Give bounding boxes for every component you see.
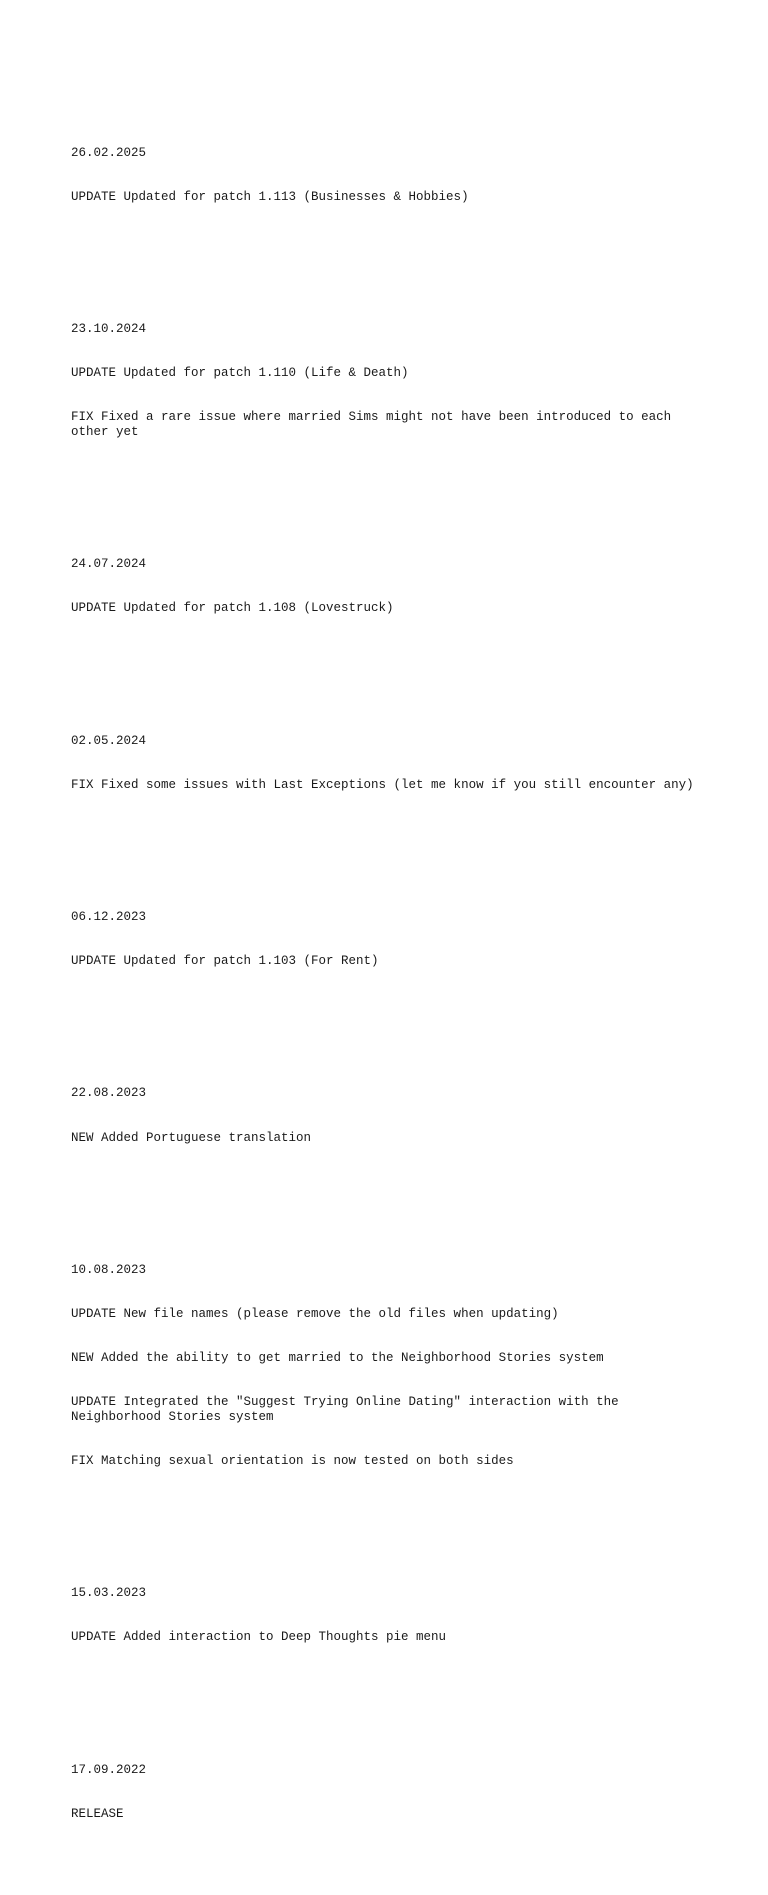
entry-date: 23.10.2024 xyxy=(71,321,147,336)
entry-line: NEW Added the ability to get married to the Neighborhood Stories system xyxy=(71,1351,604,1366)
entry-date: 15.03.2023 xyxy=(71,1586,147,1601)
changelog-entry xyxy=(71,1057,711,1175)
entry-date: 02.05.2024 xyxy=(71,733,147,748)
entry-line: FIX Fixed a rare issue where married Sims might not have been introduced to each other yet xyxy=(71,410,679,439)
changelog-entry xyxy=(71,1557,711,1675)
changelog-entry xyxy=(71,293,711,469)
entry-line: RELEASE xyxy=(71,1806,124,1821)
entry-date: 10.08.2023 xyxy=(71,1262,147,1277)
entry-date: 06.12.2023 xyxy=(71,910,147,925)
entry-date: 26.02.2025 xyxy=(71,145,147,160)
entry-line: UPDATE Updated for patch 1.103 (For Rent) xyxy=(71,954,379,969)
entry-line: UPDATE Updated for patch 1.108 (Lovestruck) xyxy=(71,601,394,616)
changelog-entry xyxy=(71,116,711,234)
entry-line: UPDATE Updated for patch 1.110 (Life & Death) xyxy=(71,366,409,381)
entry-date: 17.09.2022 xyxy=(71,1762,147,1777)
changelog-entry xyxy=(71,1733,711,1851)
entry-line: FIX Fixed some issues with Last Exceptions (let me know if you still encounter any) xyxy=(71,777,694,792)
entry-line: FIX Matching sexual orientation is now tested on both sides xyxy=(71,1454,514,1468)
changelog-document xyxy=(71,72,711,1895)
entry-line: UPDATE Updated for patch 1.113 (Businesses & Hobbies) xyxy=(71,189,469,204)
entry-date: 22.08.2023 xyxy=(71,1086,147,1101)
entry-line: UPDATE Integrated the "Suggest Trying Online Dating" interaction with the Neighborhood Stories system xyxy=(71,1395,627,1424)
changelog-entry xyxy=(71,704,711,822)
entry-line: UPDATE New file names (please remove the old files when updating) xyxy=(71,1306,559,1321)
entry-line: UPDATE Added interaction to Deep Thoughts pie menu xyxy=(71,1630,447,1645)
changelog-entry xyxy=(71,528,711,646)
entry-line: NEW Added Portuguese translation xyxy=(71,1130,312,1145)
changelog-entry xyxy=(71,1233,711,1498)
entry-date: 24.07.2024 xyxy=(71,557,147,572)
changelog-entry xyxy=(71,881,711,999)
